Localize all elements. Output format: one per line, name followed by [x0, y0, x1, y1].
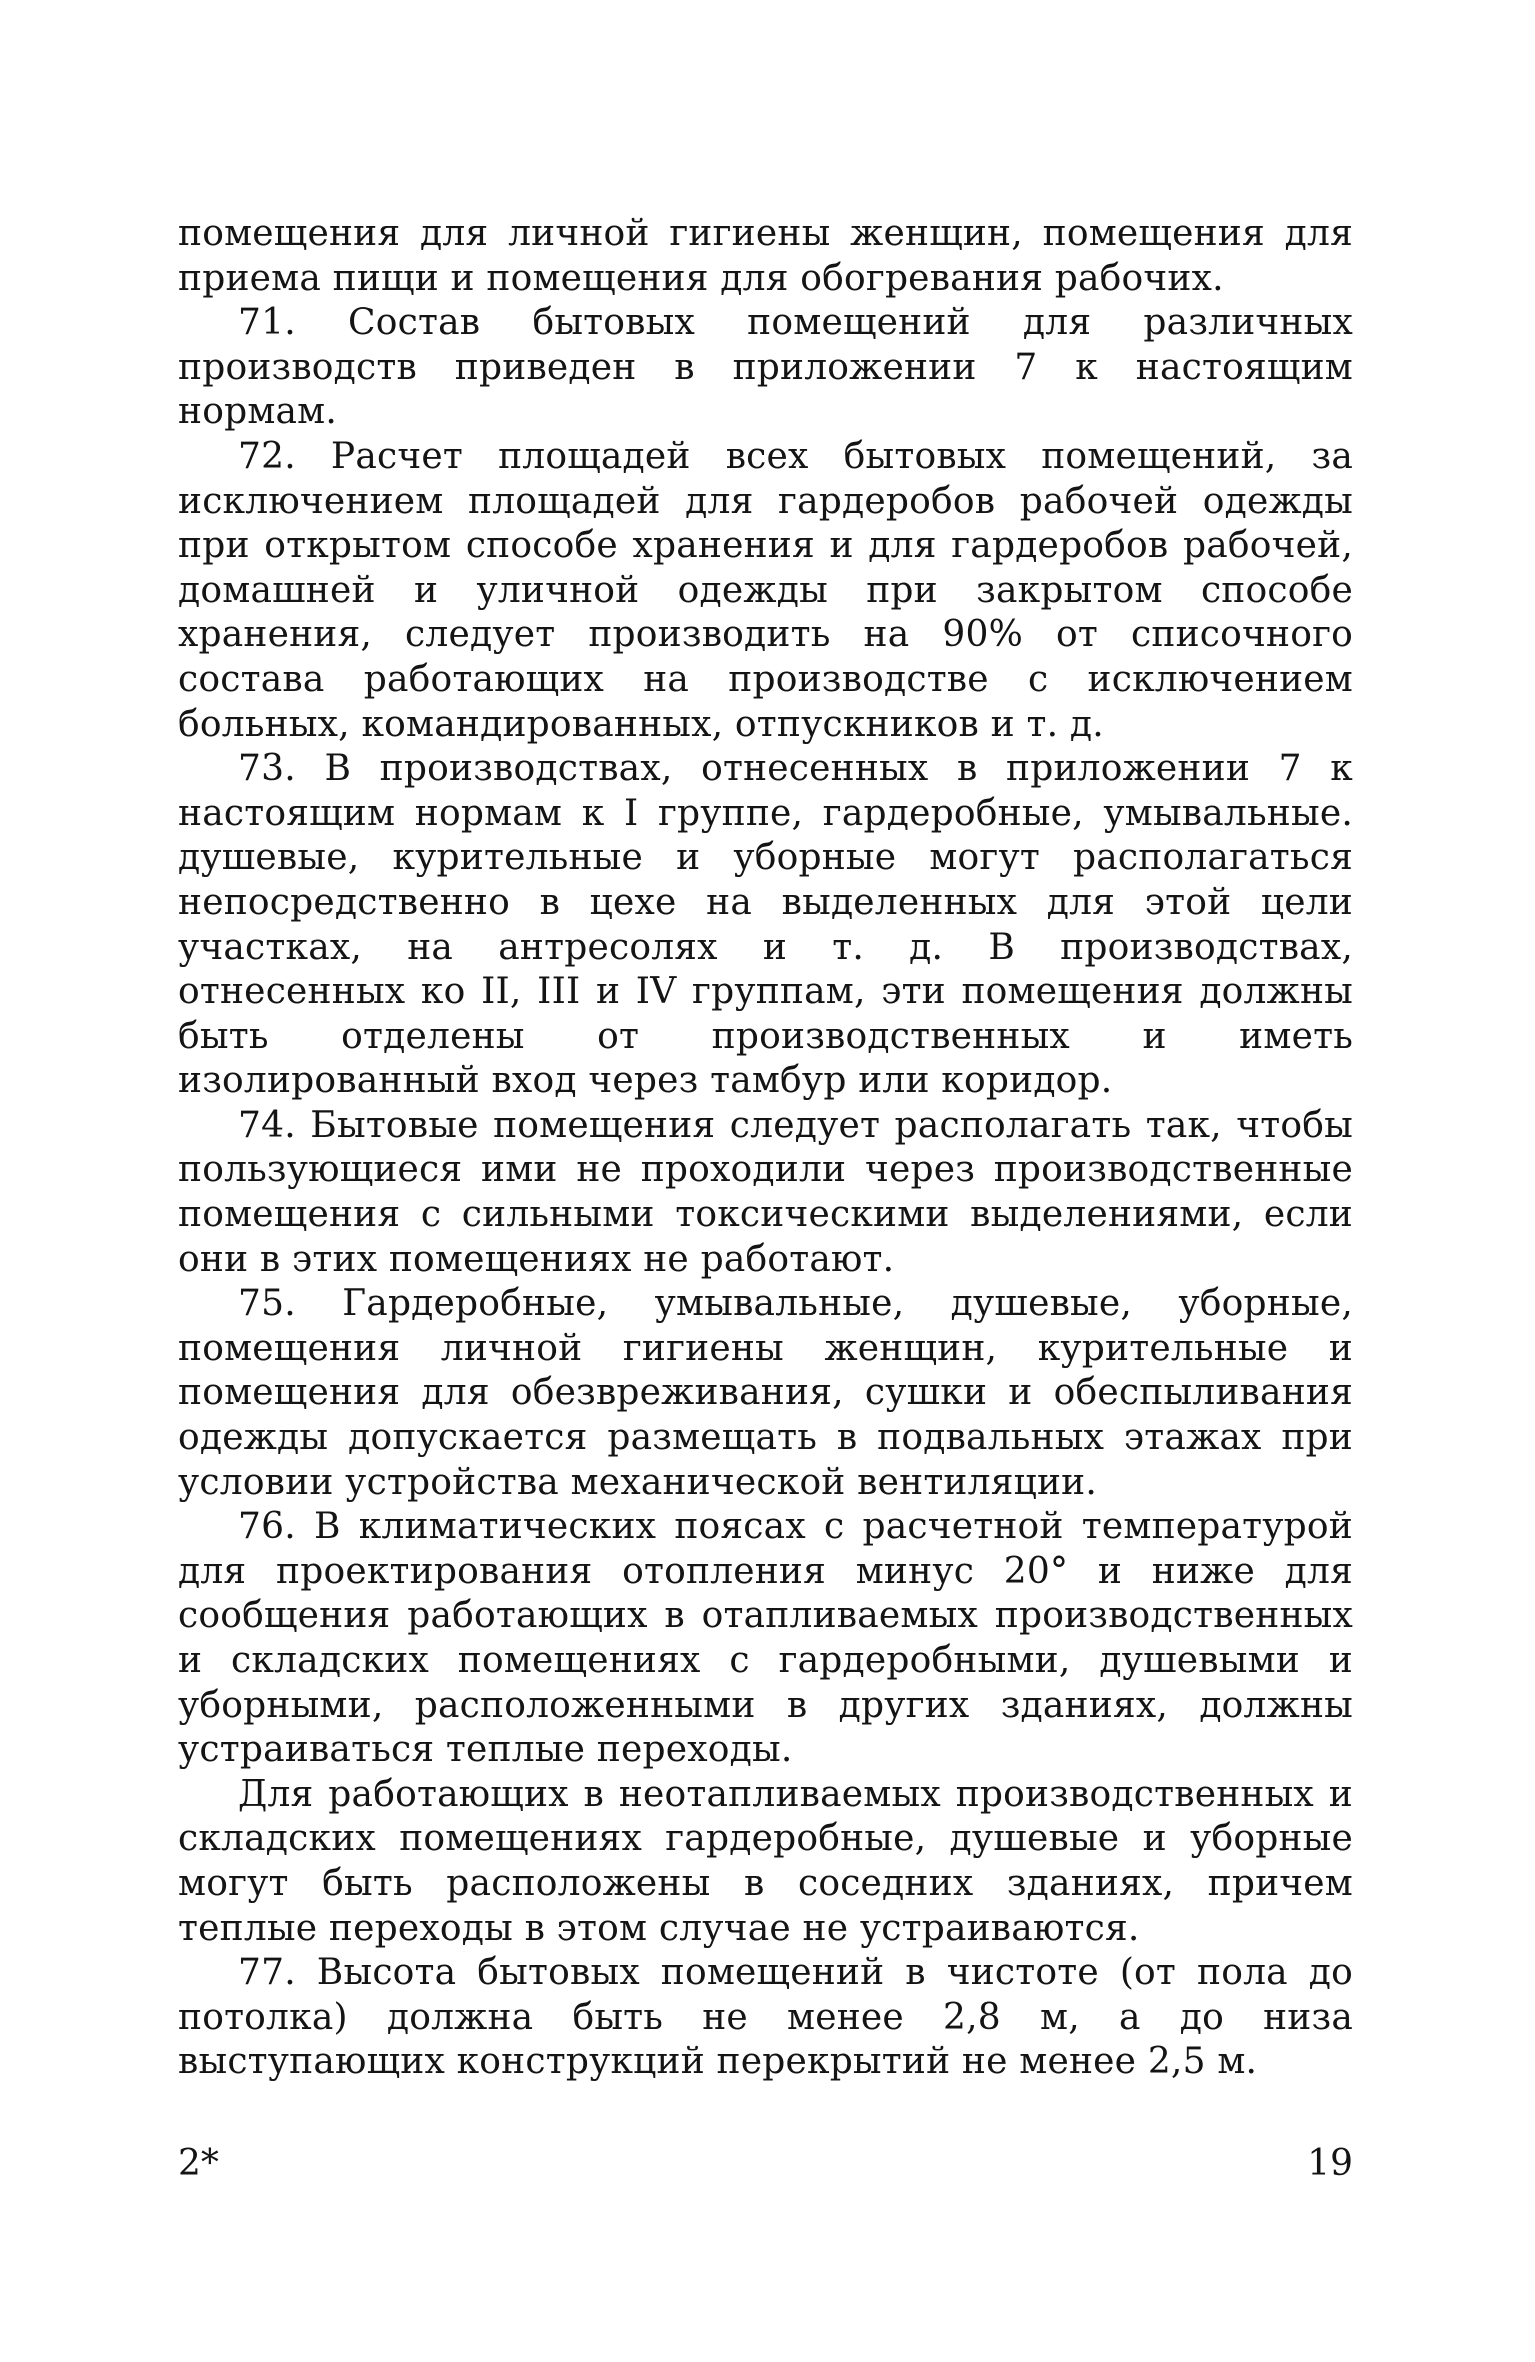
- signature-mark: 2*: [178, 2143, 219, 2184]
- page-number: 19: [1307, 2143, 1353, 2184]
- paragraph-continuation: помещения для личной гигиены женщин, помещения для приема пищи и помещения для обогревания рабочих.: [178, 213, 1353, 299]
- page-footer: [178, 2143, 1353, 2193]
- paragraph-75: 75. Гардеробные, умывальные, душевые, уборные, помещения личной гигиены женщин, курительные и помещения для обезвреживания, сушки и обеспыливания одежды допускается размещать в подвальных этажах при условии устройства механической вентиляции.: [178, 1283, 1353, 1503]
- document-page: [178, 212, 1353, 2085]
- paragraph-77: 77. Высота бытовых помещений в чистоте (от пола до потолка) должна быть не менее 2,8 м, а до низа выступающих конструкций перекрытий не менее 2,5 м.: [178, 1952, 1353, 2083]
- paragraph-73: 73. В производствах, отнесенных в приложении 7 к настоящим нормам к I группе, гардеробные, умывальные. душевые, курительные и уборные могут располагаться непосредственно в цехе на выделенных для этой цели участках, на антресолях и т. д. В производствах, отнесенных ко II, III и IV группам, эти помещения должны быть отделены от производственных и иметь изолированный вход через тамбур или коридор.: [178, 748, 1353, 1102]
- paragraph-72: 72. Расчет площадей всех бытовых помещений, за исключением площадей для гардеробов рабочей одежды при открытом способе хранения и для гардеробов рабочей, домашней и уличной одежды при закрытом способе хранения, следует производить на 90% от списочного состава работающих на производстве с исключением больных, командированных, отпускников и т. д.: [178, 435, 1353, 745]
- paragraph-76: 76. В климатических поясах с расчетной температурой для проектирования отопления минус 20° и ниже для сообщения работающих в отапливаемых производственных и складских помещениях с гардеробными, душевыми и уборными, расположенными в других зданиях, должны устраиваться теплые переходы.: [178, 1506, 1353, 1771]
- paragraph-74: 74. Бытовые помещения следует располагать так, чтобы пользующиеся ими не проходили через производственные помещения с сильными токсическими выделениями, если они в этих помещениях не работают.: [178, 1104, 1353, 1280]
- paragraph-76-continued: Для работающих в неотапливаемых производственных и складских помещениях гардеробные, душевые и уборные могут быть расположены в соседних зданиях, причем теплые переходы в этом случае не устраиваются.: [178, 1773, 1353, 1949]
- paragraph-71: 71. Состав бытовых помещений для различных производств приведен в приложении 7 к настоящим нормам.: [178, 302, 1353, 433]
